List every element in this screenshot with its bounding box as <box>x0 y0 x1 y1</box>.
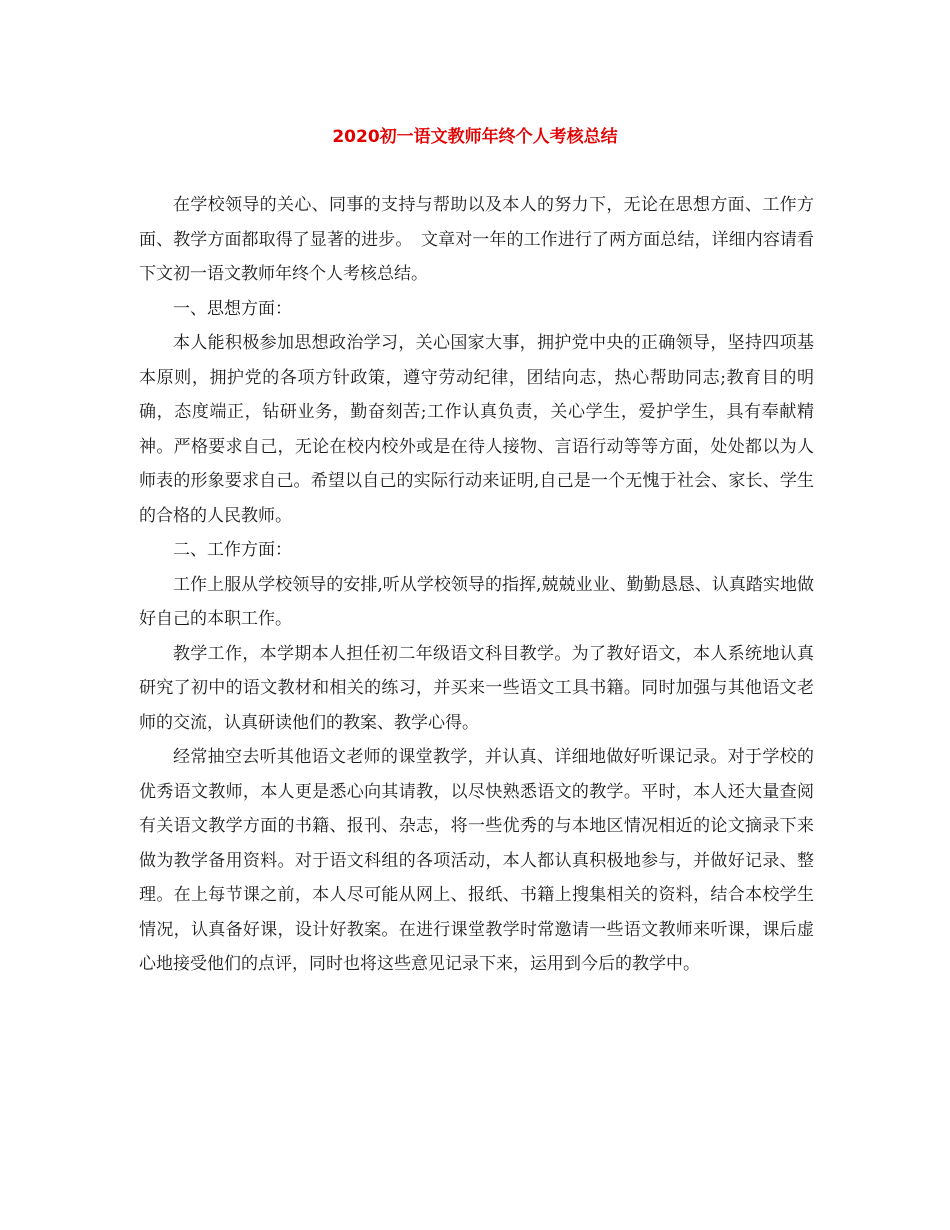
section-heading-work: 二、工作方面： <box>173 540 292 560</box>
intro-paragraph: 在学校领导的关心、同事的支持与帮助以及本人的努力下，无论在思想方面、工作方面、教学方面都取得了显著的进步。 文章对一年的工作进行了两方面总结，详细内容请看下文初一语文教师年终个人考核总结。 <box>139 195 814 284</box>
document-body <box>139 188 814 982</box>
thought-paragraph: 本人能积极参加思想政治学习，关心国家大事，拥护党中央的正确领导，坚持四项基本原则，拥护党的各项方针政策，遵守劳动纪律，团结向志，热心帮助同志;教育目的明确，态度端正，钻研业务，勤奋刻苦;工作认真负责，关心学生，爱护学生，具有奉献精神。严格要求自己，无论在校内校外或是在待人接物、言语行动等等方面，处处都以为人师表的形象要求自己。希望以自己的实际行动来证明,自己是一个无愧于社会、家长、学生的合格的人民教师。 <box>139 333 814 526</box>
section-heading-thought: 一、思想方面： <box>173 298 292 319</box>
teaching-paragraph: 教学工作，本学期本人担任初二年级语文科目教学。为了教好语文，本人系统地认真研究了初中的语文教材和相关的练习，并买来一些语文工具书籍。同时加强与其他语文老师的交流，认真研读他们的教案、教学心得。 <box>139 643 814 733</box>
work-paragraph: 工作上服从学校领导的安排,听从学校领导的指挥,兢兢业业、勤勤恳恳、认真踏实地做好自己的本职工作。 <box>139 574 814 629</box>
observation-paragraph: 经常抽空去听其他语文老师的课堂教学，并认真、详细地做好听课记录。对于学校的优秀语文教师，本人更是悉心向其请教，以尽快熟悉语文的教学。平时，本人还大量查阅有关语文教学方面的书籍、报刊、杂志，将一些优秀的与本地区情况相近的论文摘录下来做为教学备用资料。对于语文科组的各项活动，本人都认真积极地参与，并做好记录、整理。在上每节课之前，本人尽可能从网上、报纸、书籍上搜集相关的资料，结合本校学生情况，认真备好课，设计好教案。在进行课堂教学时常邀请一些语文教师来听课，课后虚心地接受他们的点评，同时也将这些意见记录下来，运用到今后的教学中。 <box>139 747 814 974</box>
document-title: 2020初一语文教师年终个人考核总结 <box>332 127 618 147</box>
